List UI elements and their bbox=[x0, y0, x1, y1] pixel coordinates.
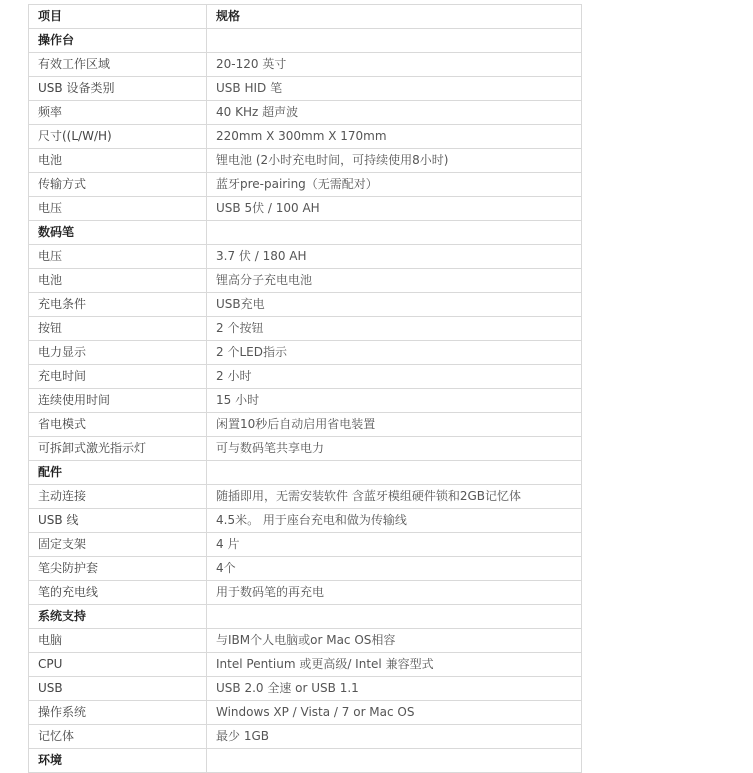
spec-value-cell: 2 个LED指示 bbox=[207, 341, 582, 365]
spec-value-cell: 锂高分子充电电池 bbox=[207, 269, 582, 293]
spec-value-cell: 15 小时 bbox=[207, 389, 582, 413]
table-row bbox=[29, 197, 582, 221]
table-row bbox=[29, 389, 582, 413]
table-row bbox=[29, 725, 582, 749]
table-row bbox=[29, 341, 582, 365]
spec-value-cell: 40 KHz 超声波 bbox=[207, 101, 582, 125]
section-blank-cell bbox=[207, 29, 582, 53]
table-row bbox=[29, 53, 582, 77]
spec-value-cell: 闲置10秒后自动启用省电装置 bbox=[207, 413, 582, 437]
table-row bbox=[29, 77, 582, 101]
section-title: 操作台 bbox=[29, 29, 207, 53]
spec-name-cell: 省电模式 bbox=[29, 413, 207, 437]
spec-name-cell: 操作系统 bbox=[29, 701, 207, 725]
header-spec-cell: 规格 bbox=[207, 5, 582, 29]
spec-value-cell: 20-120 英寸 bbox=[207, 53, 582, 77]
spec-value-cell: 可与数码笔共享电力 bbox=[207, 437, 582, 461]
spec-table bbox=[28, 4, 582, 773]
spec-name-cell: 电池 bbox=[29, 149, 207, 173]
table-row bbox=[29, 557, 582, 581]
section-title: 环境 bbox=[29, 749, 207, 773]
table-row bbox=[29, 149, 582, 173]
spec-name-cell: 传输方式 bbox=[29, 173, 207, 197]
spec-value-cell: 3.7 伏 / 180 AH bbox=[207, 245, 582, 269]
table-row bbox=[29, 365, 582, 389]
spec-name-cell: 可拆卸式激光指示灯 bbox=[29, 437, 207, 461]
section-title: 数码笔 bbox=[29, 221, 207, 245]
section-row bbox=[29, 605, 582, 629]
spec-value-cell: 锂电池 (2小时充电时间，可持续使用8小时) bbox=[207, 149, 582, 173]
spec-value-cell: 220mm X 300mm X 170mm bbox=[207, 125, 582, 149]
spec-name-cell: 固定支架 bbox=[29, 533, 207, 557]
table-row bbox=[29, 317, 582, 341]
section-title: 系统支持 bbox=[29, 605, 207, 629]
table-row bbox=[29, 173, 582, 197]
table-row bbox=[29, 125, 582, 149]
section-row bbox=[29, 221, 582, 245]
table-row bbox=[29, 485, 582, 509]
spec-value-cell: 与IBM个人电脑或or Mac OS相容 bbox=[207, 629, 582, 653]
spec-value-cell: USB 2.0 全速 or USB 1.1 bbox=[207, 677, 582, 701]
section-blank-cell bbox=[207, 461, 582, 485]
spec-name-cell: CPU bbox=[29, 653, 207, 677]
spec-name-cell: USB 线 bbox=[29, 509, 207, 533]
table-row bbox=[29, 701, 582, 725]
spec-name-cell: 有效工作区域 bbox=[29, 53, 207, 77]
section-blank-cell bbox=[207, 605, 582, 629]
table-row bbox=[29, 245, 582, 269]
section-title: 配件 bbox=[29, 461, 207, 485]
section-row bbox=[29, 29, 582, 53]
table-row bbox=[29, 677, 582, 701]
spec-name-cell: 充电时间 bbox=[29, 365, 207, 389]
spec-value-cell: 用于数码笔的再充电 bbox=[207, 581, 582, 605]
spec-name-cell: USB 设备类别 bbox=[29, 77, 207, 101]
spec-name-cell: USB bbox=[29, 677, 207, 701]
table-row bbox=[29, 533, 582, 557]
spec-value-cell: 蓝牙pre-pairing（无需配对） bbox=[207, 173, 582, 197]
spec-name-cell: 笔尖防护套 bbox=[29, 557, 207, 581]
spec-value-cell: 4.5米。 用于座台充电和做为传输线 bbox=[207, 509, 582, 533]
section-row bbox=[29, 749, 582, 773]
spec-value-cell: 2 小时 bbox=[207, 365, 582, 389]
table-row bbox=[29, 437, 582, 461]
spec-value-cell: 2 个按钮 bbox=[207, 317, 582, 341]
spec-value-cell: Windows XP / Vista / 7 or Mac OS bbox=[207, 701, 582, 725]
spec-name-cell: 主动连接 bbox=[29, 485, 207, 509]
spec-name-cell: 记忆体 bbox=[29, 725, 207, 749]
spec-name-cell: 电压 bbox=[29, 245, 207, 269]
spec-value-cell: 随插即用，无需安装软件 含蓝牙模组硬件锁和2GB记忆体 bbox=[207, 485, 582, 509]
spec-value-cell: USB HID 笔 bbox=[207, 77, 582, 101]
spec-value-cell: Intel Pentium 或更高级/ Intel 兼容型式 bbox=[207, 653, 582, 677]
spec-name-cell: 电脑 bbox=[29, 629, 207, 653]
table-row bbox=[29, 101, 582, 125]
table-row bbox=[29, 581, 582, 605]
table-row bbox=[29, 653, 582, 677]
header-item-cell: 项目 bbox=[29, 5, 207, 29]
table-row bbox=[29, 509, 582, 533]
spec-name-cell: 充电条件 bbox=[29, 293, 207, 317]
spec-name-cell: 电力显示 bbox=[29, 341, 207, 365]
section-row bbox=[29, 461, 582, 485]
table-row bbox=[29, 413, 582, 437]
table-row bbox=[29, 269, 582, 293]
spec-name-cell: 尺寸((L/W/H) bbox=[29, 125, 207, 149]
spec-name-cell: 连续使用时间 bbox=[29, 389, 207, 413]
table-row bbox=[29, 293, 582, 317]
section-blank-cell bbox=[207, 221, 582, 245]
table-header-row bbox=[29, 5, 582, 29]
spec-name-cell: 笔的充电线 bbox=[29, 581, 207, 605]
spec-value-cell: USB 5伏 / 100 AH bbox=[207, 197, 582, 221]
spec-value-cell: USB充电 bbox=[207, 293, 582, 317]
spec-name-cell: 电池 bbox=[29, 269, 207, 293]
spec-value-cell: 4 片 bbox=[207, 533, 582, 557]
spec-name-cell: 按钮 bbox=[29, 317, 207, 341]
spec-name-cell: 频率 bbox=[29, 101, 207, 125]
spec-table-body bbox=[29, 5, 582, 773]
spec-name-cell: 电压 bbox=[29, 197, 207, 221]
table-row bbox=[29, 629, 582, 653]
spec-value-cell: 最少 1GB bbox=[207, 725, 582, 749]
section-blank-cell bbox=[207, 749, 582, 773]
spec-value-cell: 4个 bbox=[207, 557, 582, 581]
